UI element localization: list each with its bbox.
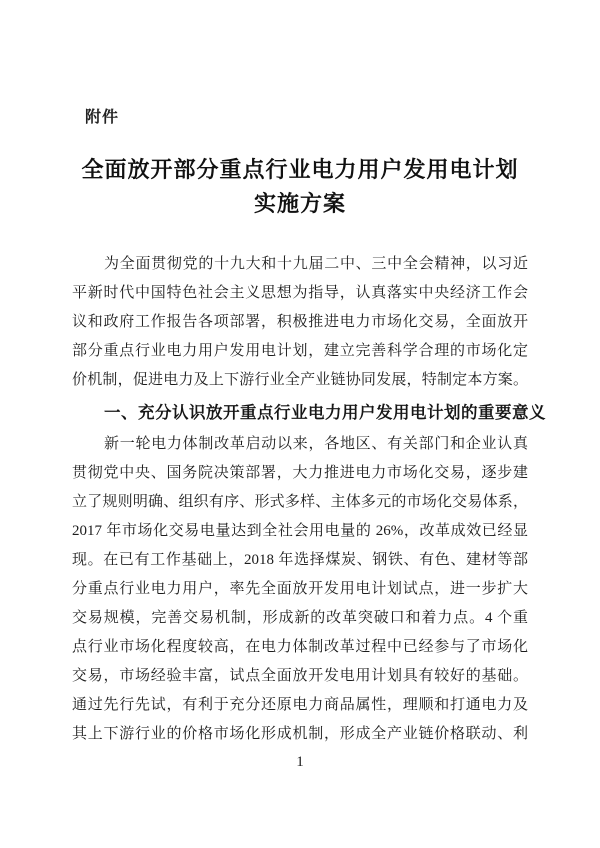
paragraph2-line: 分重点行业电力用户，率先全面放开发用电计划试点，进一步扩大 [72, 581, 528, 597]
document-title [0, 153, 600, 221]
paragraph2-line: 贯彻党中央、国务院决策部署，大力推进电力市场化交易，逐步建 [72, 465, 528, 481]
paragraph2-line: 新一轮电力体制改革启动以来，各地区、有关部门和企业认真 [104, 436, 528, 452]
paragraph1-line: 价机制，促进电力及上下游行业全产业链协同发展，特制定本方案。 [72, 372, 528, 388]
section-heading: 一、充分认识放开重点行业电力用户发用电计划的重要意义 [104, 404, 546, 422]
document-body [72, 250, 546, 749]
paragraph1-line: 为全面贯彻党的十九大和十九届二中、三中全会精神，以习近 [104, 256, 528, 272]
page-number: 1 [296, 754, 304, 770]
paragraph2-line: 交易规模，完善交易机制，形成新的改革突破口和着力点。4 个重 [72, 610, 528, 626]
paragraph2-line: 交易，市场经验丰富，试点全面放开发电用计划具有较好的基础。 [72, 668, 528, 684]
paragraph2-line: 现。在已有工作基础上，2018 年选择煤炭、钢铁、有色、建材等部 [72, 552, 528, 568]
document-title-line2: 实施方案 [253, 191, 346, 216]
paragraph2-line: 点行业市场化程度较高，在电力体制改革过程中已经参与了市场化 [72, 639, 528, 655]
attachment-label: 附件 [85, 109, 120, 126]
paragraph1-line: 议和政府工作报告各项部署，积极推进电力市场化交易，全面放开 [72, 314, 528, 330]
paragraph2-line: 其上下游行业的价格市场化形成机制，形成全产业链价格联动、利 [72, 726, 528, 742]
paragraph2-line: 立了规则明确、组织有序、形式多样、主体多元的市场化交易体系， [72, 494, 528, 510]
paragraph1-line: 平新时代中国特色社会主义思想为指导，认真落实中央经济工作会 [72, 285, 528, 301]
paragraph1-line: 部分重点行业电力用户发用电计划，建立完善科学合理的市场化定 [72, 343, 528, 359]
paragraph2-line: 通过先行先试，有利于充分还原电力商品属性，理顺和打通电力及 [72, 697, 528, 713]
document-title-line1: 全面放开部分重点行业电力用户发用电计划 [81, 157, 519, 182]
paragraph2-line: 2017 年市场化交易电量达到全社会用电量的 26%，改革成效已经显 [72, 523, 528, 539]
